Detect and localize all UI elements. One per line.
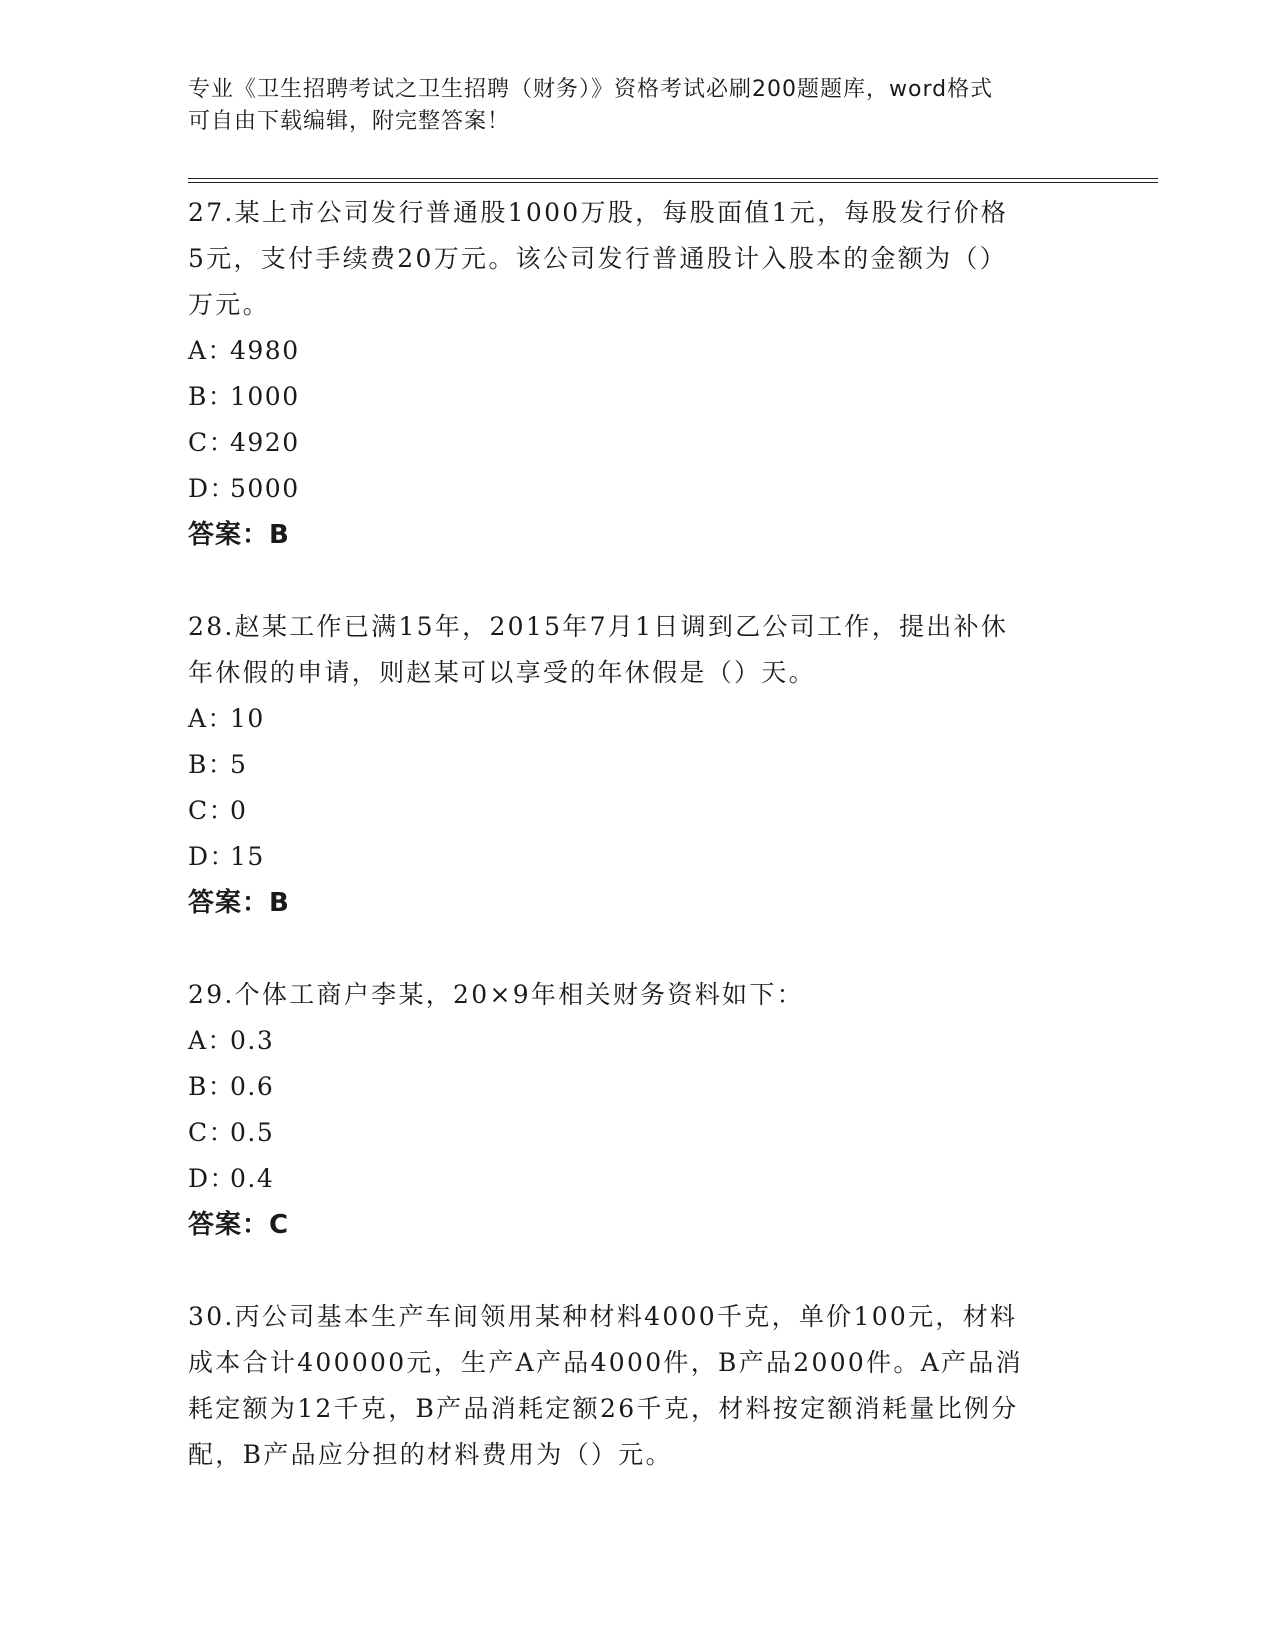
question-text-line: 5元，支付手续费20万元。该公司发行普通股计入股本的金额为（）: [188, 244, 1008, 273]
option-text: 5: [230, 750, 248, 779]
question-text-line: 年休假的申请，则赵某可以享受的年休假是（）天。: [188, 658, 816, 687]
header-divider-bottom: [188, 182, 1158, 183]
option-label: D：: [188, 1164, 237, 1193]
option-text: 0.5: [230, 1118, 275, 1147]
answer-line: 答案：B: [188, 888, 290, 918]
option-label: B：: [188, 382, 235, 411]
question-text-line: 配，B产品应分担的材料费用为（）元。: [188, 1440, 673, 1469]
question-text-line: 耗定额为12千克，B产品消耗定额26千克，材料按定额消耗量比例分: [188, 1394, 1019, 1423]
option-text: 1000: [230, 382, 300, 411]
option-text: 15: [230, 842, 265, 871]
page-header: [188, 74, 1088, 138]
question-30: [188, 1294, 1088, 1478]
option-c: [188, 420, 1088, 466]
question-text-line: 成本合计400000元，生产A产品4000件，B产品2000件。A产品消: [188, 1348, 1023, 1377]
option-a: [188, 328, 1088, 374]
spacer: [188, 558, 1088, 604]
option-text: 4920: [230, 428, 300, 457]
spacer: [188, 926, 1088, 972]
option-label: A：: [188, 1026, 235, 1055]
option-d: [188, 466, 1088, 512]
option-label: D：: [188, 842, 237, 871]
option-text: 0: [230, 796, 248, 825]
option-text: 0.4: [230, 1164, 275, 1193]
option-text: 0.6: [230, 1072, 275, 1101]
option-a: [188, 1018, 1088, 1064]
question-text-line: 27.某上市公司发行普通股1000万股，每股面值1元，每股发行价格: [188, 198, 1009, 227]
option-a: [188, 696, 1088, 742]
option-b: [188, 742, 1088, 788]
header-divider-top: [188, 178, 1158, 179]
option-c: [188, 788, 1088, 834]
option-text: 10: [230, 704, 265, 733]
option-text: 0.3: [230, 1026, 275, 1055]
answer-line: 答案：B: [188, 520, 290, 550]
question-text-line: 28.赵某工作已满15年，2015年7月1日调到乙公司工作，提出补休: [188, 612, 1009, 641]
option-label: B：: [188, 1072, 235, 1101]
option-d: [188, 1156, 1088, 1202]
header-line-2: 可自由下载编辑，附完整答案！: [188, 109, 511, 134]
question-text-line: 万元。: [188, 290, 270, 319]
question-text-line: 30.丙公司基本生产车间领用某种材料4000千克，单价100元，材料: [188, 1302, 1018, 1331]
question-27: [188, 190, 1088, 558]
option-label: A：: [188, 704, 235, 733]
option-c: [188, 1110, 1088, 1156]
header-line-1: 专业《卫生招聘考试之卫生招聘（财务）》资格考试必刷200题题库，word格式: [188, 77, 994, 102]
question-list: [188, 190, 1088, 1478]
option-label: A：: [188, 336, 235, 365]
question-text-line: 29.个体工商户李某，20×9年相关财务资料如下：: [188, 980, 804, 1009]
option-d: [188, 834, 1088, 880]
option-b: [188, 374, 1088, 420]
option-text: 5000: [230, 474, 300, 503]
option-text: 4980: [230, 336, 300, 365]
option-label: C：: [188, 428, 236, 457]
option-label: C：: [188, 796, 236, 825]
option-label: D：: [188, 474, 237, 503]
option-label: C：: [188, 1118, 236, 1147]
answer-line: 答案：C: [188, 1210, 290, 1240]
spacer: [188, 1248, 1088, 1294]
option-label: B：: [188, 750, 235, 779]
question-29: [188, 972, 1088, 1248]
question-28: [188, 604, 1088, 926]
option-b: [188, 1064, 1088, 1110]
